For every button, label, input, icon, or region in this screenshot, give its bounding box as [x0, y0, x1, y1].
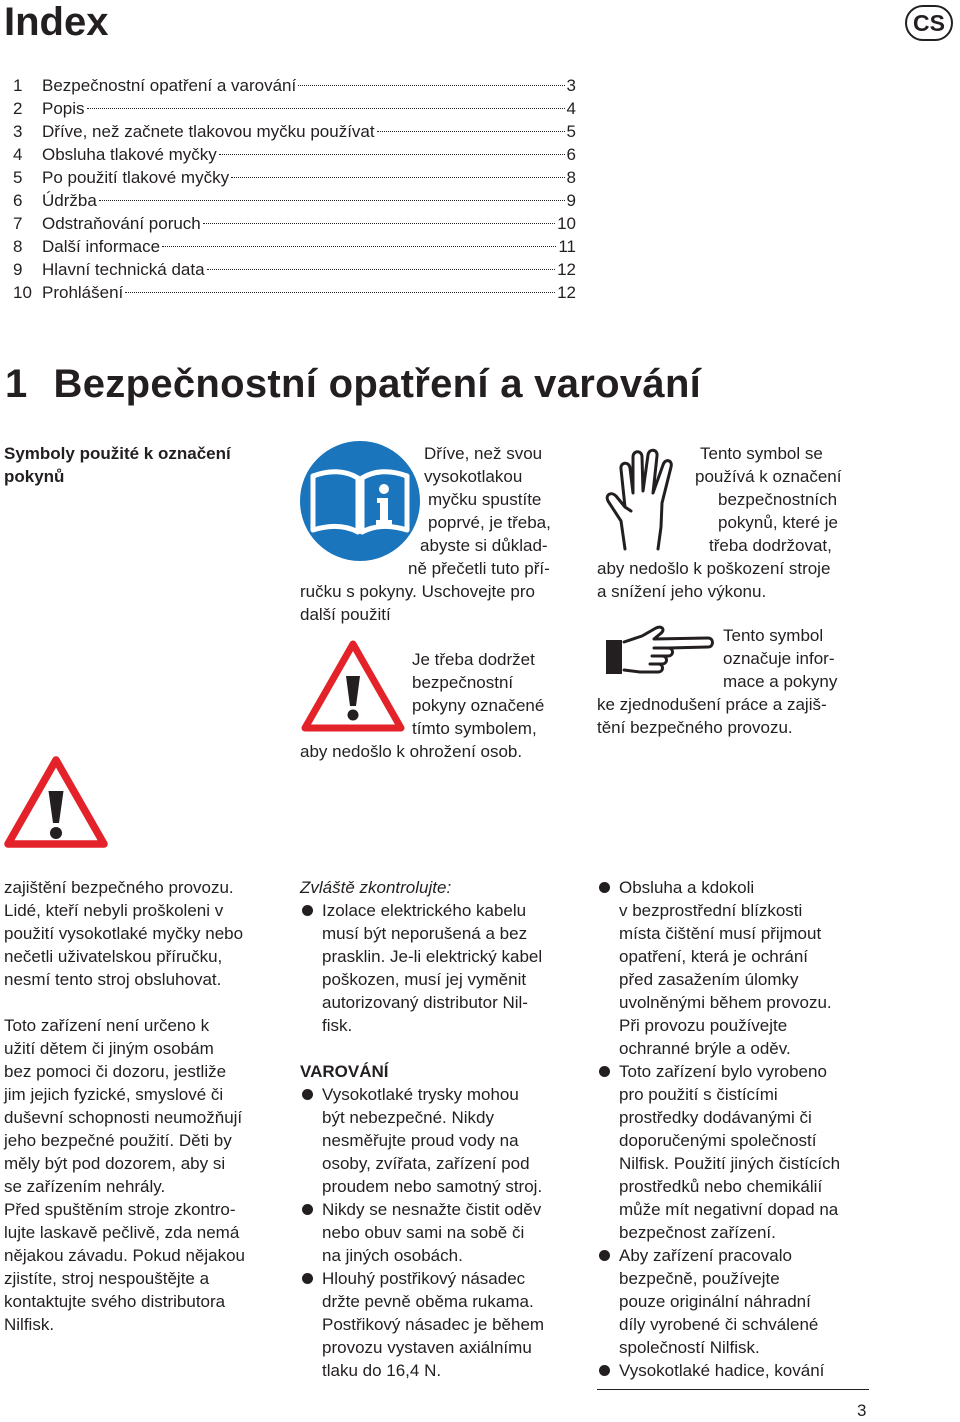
text-line: prasklin. Je-li elektrický kabel	[322, 947, 543, 966]
text-line: pokynů, které je	[718, 513, 839, 532]
symbols-heading	[4, 442, 274, 488]
toc-leader-dots	[219, 154, 565, 155]
pointing-symbol-text	[597, 624, 867, 739]
text-line: nějakou závadu. Pokud nějakou	[4, 1246, 246, 1265]
bullet-item	[300, 1267, 575, 1382]
text-line: Nikdy se nesnažte čistit oděv	[322, 1200, 542, 1219]
toc-page: 12	[557, 260, 576, 279]
toc-page: 6	[566, 145, 576, 164]
check-heading: Zvláště zkontrolujte:	[300, 878, 452, 897]
toc-label: Dříve, než začnete tlakovou myčku používat	[42, 122, 375, 141]
toc-item	[13, 166, 576, 189]
section-title: Bezpečnostní opatření a varování	[53, 362, 702, 406]
bullet-item	[597, 876, 872, 1060]
text-line: použití vysokotlaké myčky nebo	[4, 924, 244, 943]
warning-triangle-icon	[3, 755, 109, 849]
text-line: osoby, zvířata, zařízení pod	[322, 1154, 530, 1173]
text-line: nebo obuv sami na sobě či	[322, 1223, 525, 1242]
toc-page: 4	[566, 99, 576, 118]
text-line: myčku spustíte	[428, 490, 542, 509]
text-line: mace a pokyny	[723, 672, 838, 691]
text-line: Je třeba dodržet	[412, 650, 535, 669]
toc-number: 5	[13, 168, 23, 187]
toc-page: 10	[557, 214, 576, 233]
text-line: ručku s pokyny. Uschovejte pro	[300, 582, 535, 601]
text-line: Toto zařízení není určeno k	[4, 1016, 210, 1035]
paragraph	[4, 1014, 279, 1336]
text-line: držte pevně oběma rukama.	[322, 1292, 534, 1311]
text-line: Před spuštěním stroje zkontro-	[4, 1200, 236, 1219]
info-symbol-text	[300, 442, 570, 626]
toc-leader-dots	[377, 131, 565, 132]
text-line: aby nedošlo k poškození stroje	[597, 559, 831, 578]
page-number: 3	[857, 1401, 867, 1420]
text-line: Nilfisk. Použití jiných čistících	[619, 1154, 841, 1173]
bullet-item	[300, 1083, 575, 1198]
text-line: užití dětem či jiným osobám	[4, 1039, 214, 1058]
toc-number: 8	[13, 237, 23, 256]
text-line: Při provozu používejte	[619, 1016, 788, 1035]
toc-number: 4	[13, 145, 23, 164]
text-line: označuje infor-	[723, 649, 835, 668]
text-line: musí být neporušená a bez	[322, 924, 528, 943]
toc-page: 5	[566, 122, 576, 141]
text-line: Aby zařízení pracovalo	[619, 1246, 792, 1265]
text-line: lujte laskavě pečlivě, zda nemá	[4, 1223, 240, 1242]
text-line: Vysokotlaké hadice, kování	[619, 1361, 825, 1380]
toc-label: Odstraňování poruch	[42, 214, 201, 233]
toc-leader-dots	[298, 85, 564, 86]
section-heading	[5, 360, 701, 408]
bullet-list	[300, 1083, 575, 1382]
toc-item	[13, 281, 576, 304]
paragraph	[4, 876, 279, 991]
toc-item	[13, 258, 576, 281]
toc-leader-dots	[87, 108, 565, 109]
text-line: kontaktujte svého distributora	[4, 1292, 226, 1311]
toc-page: 12	[557, 283, 576, 302]
toc-label: Popis	[42, 99, 85, 118]
text-line: tímto symbolem,	[412, 719, 537, 738]
toc-label: Po použití tlakové myčky	[42, 168, 230, 187]
toc-item	[13, 235, 576, 258]
toc-leader-dots	[231, 177, 564, 178]
text-line: jim jejich fyzické, smyslové či	[4, 1085, 224, 1104]
toc-item	[13, 74, 576, 97]
toc-item	[13, 143, 576, 166]
toc-item	[13, 120, 576, 143]
text-line: používá k označení	[695, 467, 842, 486]
text-line: poškozen, musí jej vyměnit	[322, 970, 527, 989]
text-line: bez pomoci či dozoru, jestliže	[4, 1062, 227, 1081]
column-right	[597, 876, 872, 1382]
toc-number: 6	[13, 191, 23, 210]
toc-item	[13, 97, 576, 120]
text-line: Nilfisk.	[4, 1315, 55, 1334]
text-line: Postřikový násadec je během	[322, 1315, 545, 1334]
text-line: provozu vystaven axiálnímu	[322, 1338, 532, 1357]
text-line: Tento symbol se	[700, 444, 823, 463]
toc-page: 8	[566, 168, 576, 187]
text-line: autorizovaný distributor Nil-	[322, 993, 528, 1012]
text-line: ně přečetli tuto pří-	[408, 559, 550, 578]
text-line: tění bezpečného provozu.	[597, 718, 793, 737]
text-line: v bezprostřední blízkosti	[619, 901, 803, 920]
text-line: zajištění bezpečného provozu.	[4, 878, 234, 897]
text-line: prostředků nebo chemikálií	[619, 1177, 823, 1196]
text-line: bezpečnostních	[718, 490, 838, 509]
text-line: další použití	[300, 605, 391, 624]
text-line: Dříve, než svou	[424, 444, 543, 463]
page-title: Index	[4, 0, 109, 44]
text-line: bezpečnostní	[412, 673, 514, 692]
toc-number: 3	[13, 122, 23, 141]
text-line: před zasažením úlomky	[619, 970, 799, 989]
toc-label: Obsluha tlakové myčky	[42, 145, 217, 164]
toc-number: 9	[13, 260, 23, 279]
text-line: bezpečnost zařízení.	[619, 1223, 776, 1242]
text-line: být nebezpečné. Nikdy	[322, 1108, 494, 1127]
toc-label: Další informace	[42, 237, 161, 256]
text-line: doporučenými společností	[619, 1131, 817, 1150]
toc-page: 9	[566, 191, 576, 210]
text-line: ke zjednodušení práce a zajiš-	[597, 695, 827, 714]
toc-label: Bezpečnostní opatření a varování	[42, 76, 297, 95]
toc-item	[13, 212, 576, 235]
text-line: ochranné brýle a oděv.	[619, 1039, 791, 1058]
text-line: na jiných osobách.	[322, 1246, 463, 1265]
text-line: Toto zařízení bylo vyrobeno	[619, 1062, 827, 1081]
bullet-item	[300, 1198, 575, 1267]
text-line: Izolace elektrického kabelu	[322, 901, 527, 920]
text-line: a snížení jeho výkonu.	[597, 582, 767, 601]
table-of-contents	[13, 74, 576, 304]
toc-leader-dots	[162, 246, 556, 247]
text-line: pouze originální náhradní	[619, 1292, 811, 1311]
toc-number: 2	[13, 99, 23, 118]
bullet-item	[597, 1060, 872, 1244]
text-line: Tento symbol	[723, 626, 824, 645]
toc-item	[13, 189, 576, 212]
text-line: bezpečně, používejte	[619, 1269, 780, 1288]
text-line: může mít negativní dopad na	[619, 1200, 839, 1219]
text-line: proudem nebo samotný stroj.	[322, 1177, 543, 1196]
text-line: nesmí tento stroj obsluhovat.	[4, 970, 222, 989]
text-line: Lidé, kteří nebyli proškoleni v	[4, 901, 224, 920]
toc-label: Prohlášení	[42, 283, 124, 302]
toc-leader-dots	[125, 292, 555, 293]
text-line: Vysokotlaké trysky mohou	[322, 1085, 519, 1104]
text-line: aby nedošlo k ohrožení osob.	[300, 742, 523, 761]
text-line: se zařízením nehrály.	[4, 1177, 166, 1196]
text-line: nesměřujte proud vody na	[322, 1131, 519, 1150]
toc-number: 1	[13, 76, 23, 95]
text-line: Hlouhý postřikový násadec	[322, 1269, 526, 1288]
bullet-item	[597, 1244, 872, 1359]
symbols-heading-line: pokynů	[4, 467, 65, 486]
text-line: uvolněnými během provozu.	[619, 993, 832, 1012]
warning-symbol-text	[300, 648, 570, 763]
text-line: jeho bezpečné použití. Děti by	[4, 1131, 232, 1150]
text-line: vysokotlakou	[424, 467, 523, 486]
text-line: měly být pod dozorem, aby si	[4, 1154, 226, 1173]
text-line: díly vyrobené či schválené	[619, 1315, 819, 1334]
text-line: místa čištění musí přijmout	[619, 924, 822, 943]
toc-label: Údržba	[42, 191, 97, 210]
text-line: opatření, která je ochrání	[619, 947, 809, 966]
bullet-item	[597, 1359, 872, 1382]
text-line: zjistíte, stroj nespouštějte a	[4, 1269, 210, 1288]
bullet-item	[300, 899, 575, 1037]
toc-leader-dots	[207, 269, 556, 270]
text-line: pokyny označené	[412, 696, 545, 715]
bullet-list	[300, 899, 575, 1037]
footer-rule	[597, 1389, 869, 1390]
toc-number: 7	[13, 214, 23, 233]
text-line: duševní schopnosti neumožňují	[4, 1108, 243, 1127]
toc-page: 3	[566, 76, 576, 95]
toc-leader-dots	[203, 223, 555, 224]
column-middle	[300, 876, 575, 1382]
symbols-heading-line: Symboly použité k označení	[4, 444, 231, 463]
language-badge: CS	[905, 5, 953, 41]
toc-number: 10	[13, 283, 32, 302]
text-line: abyste si důklad-	[420, 536, 548, 555]
text-line: poprvé, je třeba,	[428, 513, 551, 532]
bullet-list	[597, 876, 872, 1382]
hand-symbol-text	[597, 442, 867, 603]
text-line: tlaku do 16,4 N.	[322, 1361, 442, 1380]
column-left	[4, 876, 279, 1336]
toc-label: Hlavní technická data	[42, 260, 205, 279]
text-line: nečetli uživatelskou příručku,	[4, 947, 223, 966]
text-line: společností Nilfisk.	[619, 1338, 760, 1357]
toc-page: 11	[558, 237, 576, 256]
text-line: pro použití s čistícími	[619, 1085, 778, 1104]
toc-leader-dots	[99, 200, 565, 201]
text-line: prostředky dodávanými či	[619, 1108, 812, 1127]
section-number: 1	[5, 362, 28, 406]
warning-heading: VAROVÁNÍ	[300, 1062, 389, 1081]
text-line: třeba dodržovat,	[709, 536, 832, 555]
text-line: fisk.	[322, 1016, 353, 1035]
text-line: Obsluha a kdokoli	[619, 878, 755, 897]
